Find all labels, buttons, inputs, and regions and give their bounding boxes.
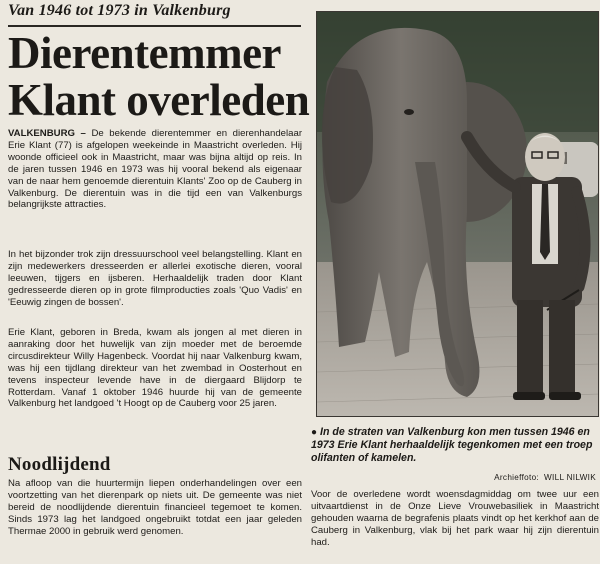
archive-photo	[316, 11, 599, 417]
article-headline	[8, 30, 308, 124]
caption-text: In de straten van Valkenburg kon men tussen 1946 en 1973 Erie Klant herhaaldelijk tegenkomen met een troep olifanten of kamelen.	[311, 426, 593, 464]
article-paragraph-5: Voor de overledene wordt woensdagmiddag om twee uur een uitvaartdienst in de Onze Lieve Vrouwebasiliek in Maastricht gehouden waarna de begrafenis plaats vindt op het kerkhof aan de Cauberg in Valkenburg, vlak bij het park waar hij zijn dierentuin had.	[311, 489, 599, 548]
caption-bullet-icon: ●	[311, 427, 318, 438]
elephant-and-trainer-photo	[317, 12, 599, 417]
article-kicker: Van 1946 tot 1973 in Valkenburg	[8, 2, 231, 19]
article-paragraph-1	[8, 128, 302, 211]
credit-name: WILL NILWIK	[544, 473, 596, 482]
photo-credit	[494, 473, 596, 482]
photo-caption	[311, 426, 599, 464]
headline-line-1: Dierentemmer	[8, 28, 282, 78]
article-subhead: Noodlijdend	[8, 454, 111, 475]
paragraph-1-text: De bekende dierentemmer en dierenhandelaar Erie Klant (77) is afgelopen weekeinde in Maastricht overleden. Hij woonde officieel ook in Maastricht, maar was bijna altijd op reis. In de jaren tussen 1946 en 1973 was hij vooral bekend als eigenaar van de naar hem genoemde dierentuin Klants' Zoo op de Cauberg in Valkenburg. De dierentuin was in die tijd een van Valkenburgs belangrijkste attracties.	[8, 128, 303, 211]
credit-label: Archieffoto:	[494, 473, 540, 482]
article-paragraph-4: Na afloop van die huurtermijn liepen onderhandelingen over een voortzetting van het dierenpark op niets uit. De gemeente was niet bereid de noodlijdende dierentuin financieel tegemoet te komen. Sinds 1973 lag het landgoed ongebruikt totdat een jaar geleden Thermae 2000 in gebruik werd genomen.	[8, 478, 302, 537]
article-paragraph-2: In het bijzonder trok zijn dressuurschool veel belangstelling. Klant en zijn medewerkers dresseerden er allerlei exotische dieren, vooral leeuwen, tijgers en ijsberen. Herhaaldelijk traden door Klant gedresseerde dieren op in grote filmproducties zoals 'Quo Vadis' en 'Eeuwig zingen de bossen'.	[8, 249, 302, 308]
article-paragraph-3: Erie Klant, geboren in Breda, kwam als jongen al met dieren in aanraking door het huwelijk van zijn moeder met de beroemde circusdirekteur Willy Hagenbeck. Voordat hij naar Valkenburg kwam, was hij een tijdlang direkteur van het zwembad in Oosterhout en tevens inspecteur levende have in de diergaard Blijdorp te Rotterdam. Vanaf 1 oktober 1946 huurde hij van de gemeente Valkenburg het landgoed 't Hoogt op de Cauberg voor 25 jaren.	[8, 327, 302, 410]
kicker-rule	[8, 25, 301, 27]
headline-line-2: Klant overleden	[8, 75, 310, 125]
dateline: VALKENBURG –	[8, 128, 86, 139]
